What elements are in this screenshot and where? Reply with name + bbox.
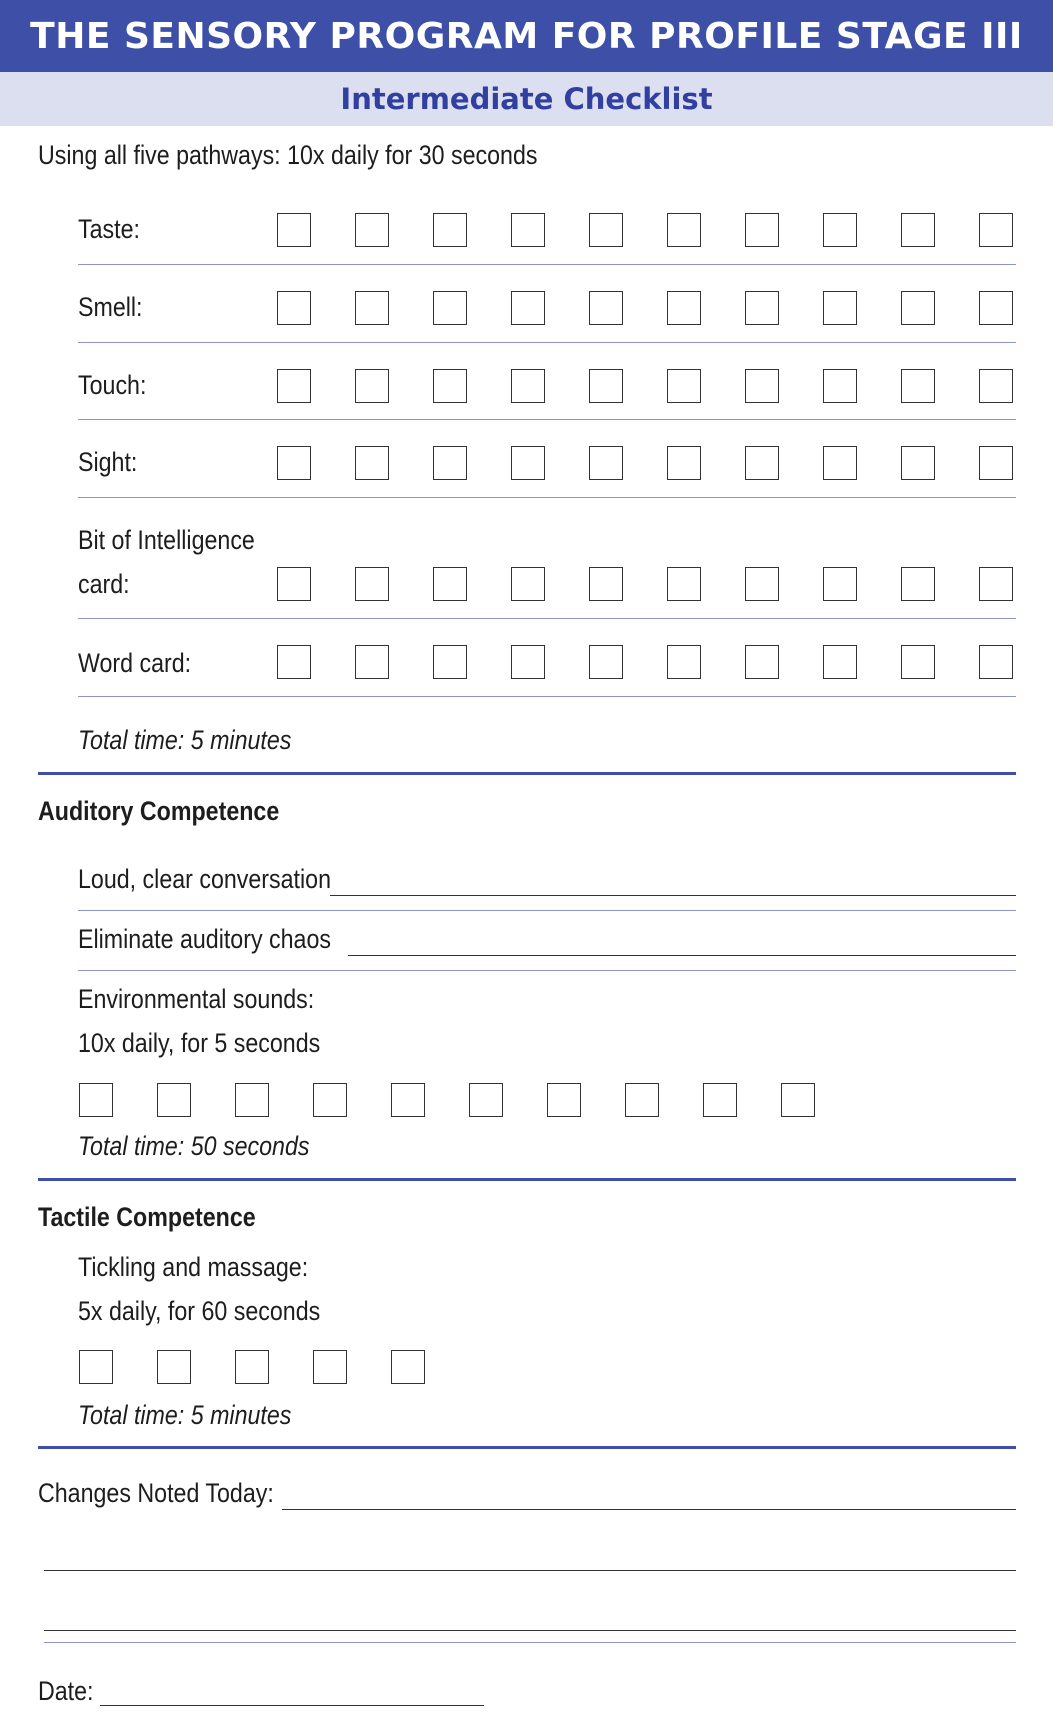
checkbox[interactable] [355,291,389,325]
row-label-taste: Taste: [78,214,140,244]
auditory-total-time: Total time: 50 seconds [78,1131,310,1161]
checkbox[interactable] [823,291,857,325]
checkbox[interactable] [79,1083,113,1117]
date-label: Date: [38,1676,94,1706]
checkbox[interactable] [433,446,467,480]
checkbox[interactable] [433,291,467,325]
tactile-activity-label: Tickling and massage: [78,1252,309,1282]
checkbox[interactable] [511,446,545,480]
row-divider [78,342,1016,343]
checkbox[interactable] [277,369,311,403]
checkbox[interactable] [979,369,1013,403]
checkbox[interactable] [667,567,701,601]
checkbox[interactable] [979,567,1013,601]
environmental-sounds-label: Environmental sounds: [78,984,315,1014]
pathways-total-time: Total time: 5 minutes [78,725,292,755]
checkbox[interactable] [277,446,311,480]
row-divider [78,970,1016,971]
checkbox[interactable] [511,645,545,679]
checkbox[interactable] [355,369,389,403]
checkbox[interactable] [745,369,779,403]
checkbox[interactable] [391,1350,425,1384]
checkbox[interactable] [979,213,1013,247]
conversation-fill-line[interactable] [330,895,1016,896]
checkbox[interactable] [511,291,545,325]
chaos-fill-line[interactable] [348,955,1016,956]
checkbox[interactable] [313,1350,347,1384]
section-divider [38,772,1016,775]
checkbox[interactable] [235,1350,269,1384]
tactile-total-time: Total time: 5 minutes [78,1400,292,1430]
checkbox[interactable] [433,645,467,679]
checkbox[interactable] [511,567,545,601]
checkbox[interactable] [745,645,779,679]
row-divider [78,264,1016,265]
checkbox[interactable] [589,369,623,403]
environmental-sounds-frequency: 10x daily, for 5 seconds [78,1028,321,1058]
checkbox[interactable] [469,1083,503,1117]
checkbox[interactable] [355,567,389,601]
checkbox[interactable] [745,446,779,480]
page-subtitle: Intermediate Checklist [0,72,1053,126]
checkbox[interactable] [433,213,467,247]
row-divider [78,696,1016,697]
row-label-word-card: Word card: [78,648,192,678]
tactile-activity-frequency: 5x daily, for 60 seconds [78,1296,321,1326]
checkbox[interactable] [823,567,857,601]
checkbox[interactable] [277,567,311,601]
auditory-item-conversation: Loud, clear conversation [78,864,332,894]
row-divider [78,419,1016,420]
checkbox[interactable] [901,567,935,601]
row-divider [78,497,1016,498]
row-divider [44,1642,1016,1643]
checkbox[interactable] [79,1350,113,1384]
row-divider [78,910,1016,911]
checkbox[interactable] [157,1083,191,1117]
checkbox[interactable] [589,291,623,325]
checkbox[interactable] [823,369,857,403]
checkbox[interactable] [979,446,1013,480]
checkbox[interactable] [745,213,779,247]
checkbox[interactable] [589,213,623,247]
checkbox[interactable] [667,446,701,480]
checkbox[interactable] [235,1083,269,1117]
checkbox[interactable] [157,1350,191,1384]
checkbox[interactable] [355,645,389,679]
row-label-bit-of-intelligence: Bit of Intelligence [78,525,255,555]
checkbox[interactable] [901,369,935,403]
row-label-bit-of-intelligence-card: card: [78,569,130,599]
date-fill-line[interactable] [100,1705,484,1706]
checkbox[interactable] [277,213,311,247]
checkbox[interactable] [823,446,857,480]
checkbox[interactable] [589,645,623,679]
row-divider [78,618,1016,619]
checkbox[interactable] [547,1083,581,1117]
changes-noted-label: Changes Noted Today: [38,1478,274,1508]
checkbox[interactable] [781,1083,815,1117]
auditory-heading: Auditory Competence [38,796,280,826]
checkbox[interactable] [901,291,935,325]
checkbox[interactable] [277,291,311,325]
checkbox[interactable] [901,645,935,679]
checkbox[interactable] [703,1083,737,1117]
checkbox[interactable] [313,1083,347,1117]
tactile-heading: Tactile Competence [38,1202,256,1232]
pathways-intro: Using all five pathways: 10x daily for 30 seconds [38,140,538,170]
checkbox[interactable] [589,567,623,601]
auditory-item-chaos: Eliminate auditory chaos [78,924,331,954]
changes-fill-line-2[interactable] [44,1570,1016,1571]
checkbox[interactable] [745,291,779,325]
changes-fill-line[interactable] [282,1509,1016,1510]
checkbox[interactable] [625,1083,659,1117]
checkbox[interactable] [823,213,857,247]
checkbox[interactable] [745,567,779,601]
checkbox[interactable] [511,369,545,403]
checkbox[interactable] [667,645,701,679]
checkbox[interactable] [355,213,389,247]
section-divider [38,1446,1016,1449]
checkbox[interactable] [901,213,935,247]
checkbox[interactable] [667,369,701,403]
checkbox[interactable] [667,291,701,325]
row-label-sight: Sight: [78,447,138,477]
checkbox[interactable] [901,446,935,480]
row-label-smell: Smell: [78,292,143,322]
row-label-touch: Touch: [78,370,147,400]
checkbox[interactable] [277,645,311,679]
checkbox[interactable] [979,645,1013,679]
checkbox[interactable] [667,213,701,247]
checkbox[interactable] [979,291,1013,325]
checkbox[interactable] [391,1083,425,1117]
checkbox[interactable] [433,567,467,601]
checkbox[interactable] [355,446,389,480]
changes-fill-line-3[interactable] [44,1630,1016,1631]
checkbox[interactable] [589,446,623,480]
checkbox[interactable] [511,213,545,247]
checkbox[interactable] [823,645,857,679]
section-divider [38,1178,1016,1181]
page-title: THE SENSORY PROGRAM FOR PROFILE STAGE III [0,0,1053,72]
checkbox[interactable] [433,369,467,403]
